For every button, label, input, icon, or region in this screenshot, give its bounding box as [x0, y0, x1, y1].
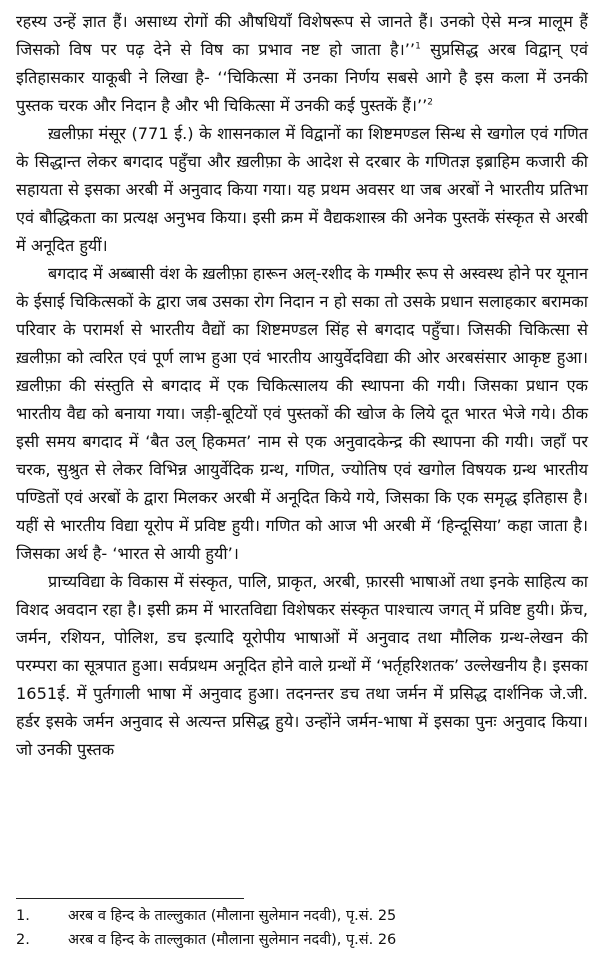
footnote-1 — [16, 904, 588, 928]
footnote-number: 1. — [16, 908, 30, 924]
footnote-number: 2. — [16, 932, 30, 948]
footnote-ref-2[interactable]: 2 — [427, 97, 434, 108]
paragraph-3 — [16, 260, 588, 568]
paragraph-4 — [16, 568, 588, 764]
paragraph-1 — [16, 8, 588, 120]
footnote-text: अरब व हिन्द के ताल्लुकात (मौलाना सुलेमान नदवी), पृ.सं. 25 — [68, 908, 397, 924]
paragraph-2 — [16, 120, 588, 260]
footnote-divider — [16, 898, 244, 899]
text-run: प्राच्यविद्या के विकास में संस्कृत, पालि, प्राकृत, अरबी, फ़ारसी भाषाओं तथा इनके साहित्य का विशद अवदान रहा है। इसी क्रम में भारतविद्या विशेषकर संस्कृत पाश्चात्य जगत् में प्रविष्ट हुयी। फ्रेंच, जर्मन, रशियन, पोलिश, डच इत्यादि यूरोपीय भाषाओं में अनुवाद तथा मौलिक ग्रन्थ-लेखन की परम्परा का सूत्रपात हुआ। सर्वप्रथम अनूदित होने वाले ग्रन्थों में ‘भर्तृहरिशतक’ उल्लेखनीय है। इसका 1651ई. में पुर्तगाली भाषा में अनुवाद हुआ। तदनन्तर डच तथा जर्मन में प्रसिद्ध दार्शनिक जे.जी. हर्डर इसके जर्मन अनुवाद से अत्यन्त प्रसिद्ध हुये। उन्होंने जर्मन-भाषा में इसका पुनः अनुवाद किया। जो उनकी पुस्तक — [16, 572, 588, 759]
footnotes — [16, 904, 588, 952]
text-run: सुप्रसिद्ध अरब विद्वान् एवं इतिहासकार याकूबी ने लिखा है- ‘‘चिकित्सा में उनका निर्णय सबसे आगे है इस कला में उनकी पुस्तक चरक और निदान है और भी चिकित्सा में उनकी कई पुस्तकें हैं।’’ — [16, 40, 588, 115]
footnote-text: अरब व हिन्द के ताल्लुकात (मौलाना सुलेमान नदवी), पृ.सं. 26 — [68, 932, 397, 948]
page-body — [16, 8, 588, 764]
text-run: रहस्य उन्हें ज्ञात हैं। असाध्य रोगों की औषधियाँ विशेषरूप से जानते हैं। उनको ऐसे मन्त्र मालूम हैं जिसको विष पर पढ़ देने से विष का प्रभाव नष्ट हो जाता है।’’ — [16, 12, 588, 59]
footnote-ref-1[interactable]: 1 — [415, 41, 421, 52]
text-run: बगदाद में अब्बासी वंश के ख़लीफ़ा हारून अल्-रशीद के गम्भीर रूप से अस्वस्थ होने पर यूनान के ईसाई चिकित्सकों के द्वारा जब उसका रोग निदान न हो सका तो उसके प्रधान सलाहकार बरामका परिवार के परामर्श से भारतीय वैद्यों का शिष्टमण्डल सिंह से बगदाद पहुँचा। जिसकी चिकित्सा से ख़लीफ़ा को त्वरित एवं पूर्ण लाभ हुआ एवं भारतीय आयुर्वेदविद्या की ओर अरबसंसार आकृष्ट हुआ। ख़लीफ़ा की संस्तुति से बगदाद में एक चिकित्सालय की स्थापना की गयी। जिसका प्रधान एक भारतीय वैद्य को बनाया गया। जड़ी-बूटियों एवं पुस्तकों की खोज के लिये दूत भारत भेजे गये। ठीक इसी समय बगदाद में ‘बैत उल् हिकमत’ नाम से एक अनुवादकेन्द्र की स्थापना की गयी। जहाँ पर चरक, सुश्रुत से लेकर विभिन्न आयुर्वेदिक ग्रन्थ, गणित, ज्योतिष एवं खगोल विषयक ग्रन्थ भारतीय पण्डितों एवं अरबों के द्वारा मिलकर अरबी में अनूदित किये गये, जिसका कि एक समृद्ध इतिहास है। यहीं से भारतीय विद्या यूरोप में प्रविष्ट हुयी। गणित को आज भी अरबी में ‘हिन्दूसिया’ कहा जाता है। जिसका अर्थ है- ‘भारत से आयी हुयी’। — [16, 264, 588, 563]
footnote-2 — [16, 928, 588, 952]
text-run: ख़लीफ़ा मंसूर (771 ई.) के शासनकाल में विद्वानों का शिष्टमण्डल सिन्ध से खगोल एवं गणित के सिद्धान्त लेकर बगदाद पहुँचा और ख़लीफ़ा के आदेश से दरबार के गणितज्ञ इब्राहिम कजारी की सहायता से इसका अरबी में अनुवाद किया गया। यह प्रथम अवसर था जब अरबों ने भारतीय प्रतिभा एवं बौद्धिकता का प्रत्यक्ष अनुभव किया। इसी क्रम में वैद्यकशास्त्र की अनेक पुस्तकें संस्कृत से अरबी में अनूदित हुयीं। — [16, 124, 588, 255]
